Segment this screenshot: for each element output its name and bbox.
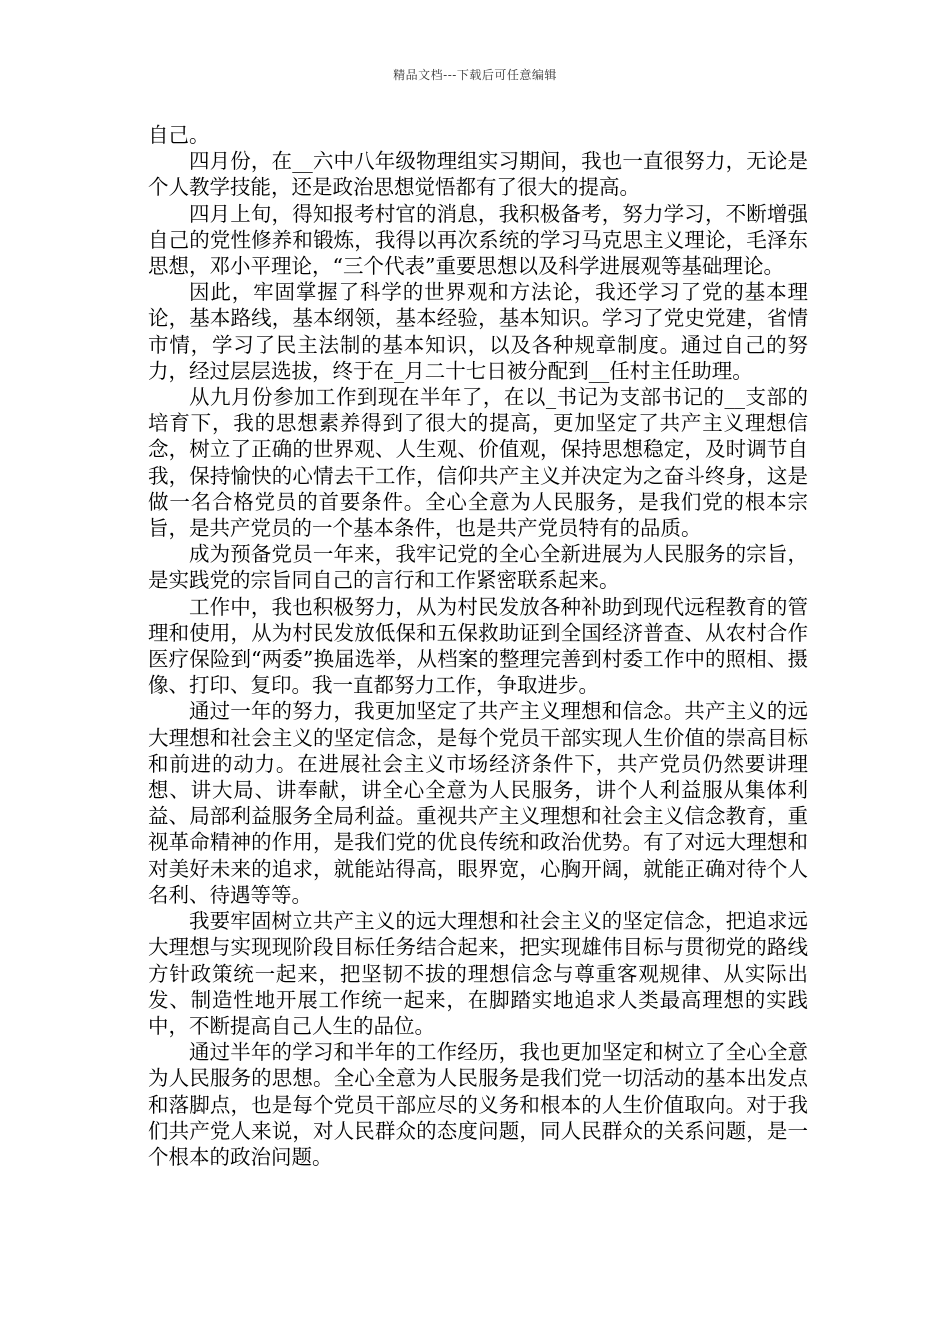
page-header: 精品文档---下载后可任意编辑 (393, 68, 557, 82)
paragraph: 四月份，在__六中八年级物理组实习期间，我也一直很努力，无论是个人教学技能，还是政治思想觉悟都有了很大的提高。 (148, 149, 808, 200)
paragraph: 我要牢固树立共产主义的远大理想和社会主义的坚定信念，把追求远大理想与实现现阶段目标任务结合起来，把实现雄伟目标与贯彻党的路线方针政策统一起来，把坚韧不拔的理想信念与尊重客观规律、从实际出发、制造性地开展工作统一起来，在脚踏实地追求人类最高理想的实践中，不断提高自己人生的品位。 (148, 909, 808, 1038)
paragraph: 通过一年的努力，我更加坚定了共产主义理想和信念。共产主义的远大理想和社会主义的坚定信念，是每个党员干部实现人生价值的崇高目标和前进的动力。在进展社会主义市场经济条件下，共产党员仍然要讲理想、讲大局、讲奉献，讲全心全意为人民服务，讲个人利益服从集体利益、局部利益服务全局利益。重视共产主义理想和社会主义信念教育，重视革命精神的作用，是我们党的优良传统和政治优势。有了对远大理想和对美好未来的追求，就能站得高，眼界宽，心胸开阔，就能正确对待个人名利、待遇等等。 (148, 699, 808, 907)
paragraph: 因此，牢固掌握了科学的世界观和方法论，我还学习了党的基本理论，基本路线，基本纲领，基本经验，基本知识。学习了党史党建，省情市情，学习了民主法制的基本知识，以及各种规章制度。通过自己的努力，经过层层选拔，终于在_月二十七日被分配到__任村主任助理。 (148, 280, 808, 383)
document-body (148, 122, 808, 1170)
paragraph: 四月上旬，得知报考村官的消息，我积极备考，努力学习，不断增强自己的党性修养和锻炼，我得以再次系统的学习马克思主义理论，毛泽东思想，邓小平理论，“三个代表”重要思想以及科学进展观等基础理论。 (148, 201, 808, 279)
paragraph: 通过半年的学习和半年的工作经历，我也更加坚定和树立了全心全意为人民服务的思想。全心全意为人民服务是我们党一切活动的基本出发点和落脚点，也是每个党员干部应尽的义务和根本的人生价值取向。对于我们共产党人来说，对人民群众的态度问题，同人民群众的关系问题，是一个根本的政治问题。 (148, 1040, 808, 1169)
paragraph: 工作中，我也积极努力，从为村民发放各种补助到现代远程教育的管理和使用，从为村民发放低保和五保救助证到全国经济普查、从农村合作医疗保险到“两委”换届选举，从档案的整理完善到村委工作中的照相、摄像、打印、复印。我一直都努力工作，争取进步。 (148, 594, 808, 698)
paragraph: 自己。 (148, 123, 210, 147)
paragraph: 成为预备党员一年来，我牢记党的全心全新进展为人民服务的宗旨，是实践党的宗旨同自己的言行和工作紧密联系起来。 (148, 542, 808, 593)
paragraph: 从九月份参加工作到现在半年了，在以_书记为支部书记的__支部的培育下，我的思想素养得到了很大的提高，更加坚定了共产主义理想信念，树立了正确的世界观、人生观、价值观，保持思想稳定，及时调节自我，保持愉快的心情去干工作，信仰共产主义并决定为之奋斗终身，这是做一名合格党员的首要条件。全心全意为人民服务，是我们党的根本宗旨，是共产党员的一个基本条件，也是共产党员特有的品质。 (148, 385, 808, 541)
